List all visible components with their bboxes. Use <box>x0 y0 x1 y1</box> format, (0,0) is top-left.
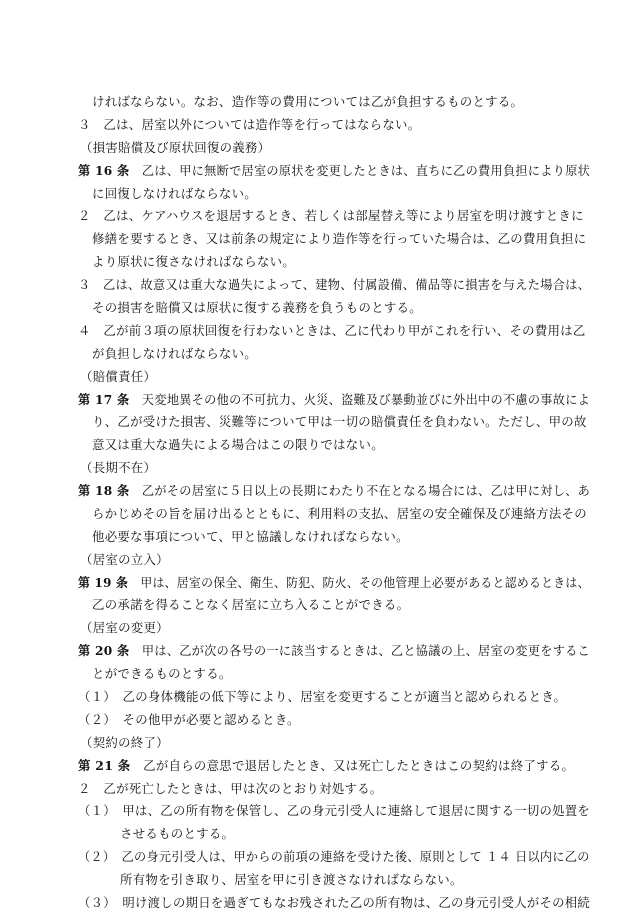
text-line: 他必要な事項について、甲と協議しなければならない。 <box>92 529 409 544</box>
text-line: らかじめその旨を届け出るとともに、利用料の支払、居室の安全確保及び連絡方法その <box>92 506 587 521</box>
item-2: （２） 乙の身元引受人は、甲からの前項の連絡を受けた後、原則として １４ 日以内に乙の <box>78 849 590 864</box>
text-line: が負担しなければならない。 <box>92 346 257 361</box>
text-line: 所有物を引き取り、居室を甲に引き渡さなければならない。 <box>120 872 463 887</box>
article-number: 第 21 条 <box>78 758 131 773</box>
item-2: （２） その他甲が必要と認めるとき。 <box>78 712 300 727</box>
item-1: （１） 乙の身体機能の低下等により、居室を変更することが適当と認められるとき。 <box>78 689 567 704</box>
article-text: 乙が自らの意思で退居したとき、又は死亡したときはこの契約は終了する。 <box>143 758 575 773</box>
article-text: 乙がその居室に５日以上の長期にわたり不在となる場合には、乙は甲に対し、あ <box>141 483 591 498</box>
text-line: 修繕を要するとき、又は前条の規定により造作等を行っていた場合は、乙の費用負担に <box>92 231 587 246</box>
text-line: り、乙が受けた損害、災難等について甲は一切の賠償責任を負わない。ただし、甲の故 <box>92 414 587 429</box>
text-line: に回復しなければならない。 <box>92 186 257 201</box>
article-number: 第 17 条 <box>78 392 130 407</box>
article-number: 第 18 条 <box>78 483 130 498</box>
article-number: 第 16 条 <box>78 163 130 178</box>
article-text: 甲は、乙が次の各号の一に該当するときは、乙と協議の上、居室の変更をするこ <box>141 643 591 658</box>
article-17 <box>78 392 590 408</box>
item-1: （１） 甲は、乙の所有物を保管し、乙の身元引受人に連絡して退居に関する一切の処置を <box>78 803 591 818</box>
section-heading-absence: （長期不在） <box>80 460 157 475</box>
article-text: 甲は、居室の保全、衛生、防犯、防火、その他管理上必要があると認めるときは、 <box>140 575 590 590</box>
clause-2: ２ 乙は、ケアハウスを退居するとき、若しくは部屋替え等により居室を明け渡すときに <box>78 208 584 223</box>
clause-3: ３ 乙は、居室以外については造作等を行ってはならない。 <box>78 117 421 132</box>
text-line: とができるものとする。 <box>92 666 232 681</box>
article-21 <box>78 758 574 774</box>
section-heading-termination: （契約の終了） <box>80 735 169 750</box>
article-20 <box>78 643 590 659</box>
clause-4: ４ 乙が前３項の原状回復を行わないときは、乙に代わり甲がこれを行い、その費用は乙 <box>78 323 586 338</box>
section-heading-damages: （損害賠償及び原状回復の義務） <box>80 140 271 155</box>
article-number: 第 20 条 <box>78 643 130 658</box>
text-line: より原状に復さなければならない。 <box>92 254 296 269</box>
clause-3: ３ 乙は、故意又は重大な過失によって、建物、付属設備、備品等に損害を与えた場合は、 <box>78 277 591 292</box>
text-line: ければならない。なお、造作等の費用については乙が負担するものとする。 <box>92 94 524 109</box>
text-line: させるものとする。 <box>120 826 235 841</box>
section-heading-liability: （賠償責任） <box>80 369 157 384</box>
text-line: その損害を賠償又は原状に復する義務を負うものとする。 <box>92 300 422 315</box>
article-19 <box>78 575 590 591</box>
section-heading-room-change: （居室の変更） <box>80 620 169 635</box>
article-text: 乙は、甲に無断で居室の原状を変更したときは、直ちに乙の費用負担により原状 <box>141 163 591 178</box>
clause-2: ２ 乙が死亡したときは、甲は次のとおり対処する。 <box>78 781 383 796</box>
article-16 <box>78 163 590 179</box>
item-3: （３） 明け渡しの期日を過ぎてもなお残された乙の所有物は、乙の身元引受人がその相続 <box>78 895 591 910</box>
article-text: 天変地異その他の不可抗力、火災、盗難及び暴動並びに外出中の不慮の事故によ <box>141 392 591 407</box>
text-line: 意又は重大な過失による場合はこの限りではない。 <box>92 437 384 452</box>
article-18 <box>78 483 590 499</box>
article-number: 第 19 条 <box>78 575 129 590</box>
text-line: 乙の承諾を得ることなく居室に立ち入ることができる。 <box>92 597 410 612</box>
section-heading-entry: （居室の立入） <box>80 552 169 567</box>
